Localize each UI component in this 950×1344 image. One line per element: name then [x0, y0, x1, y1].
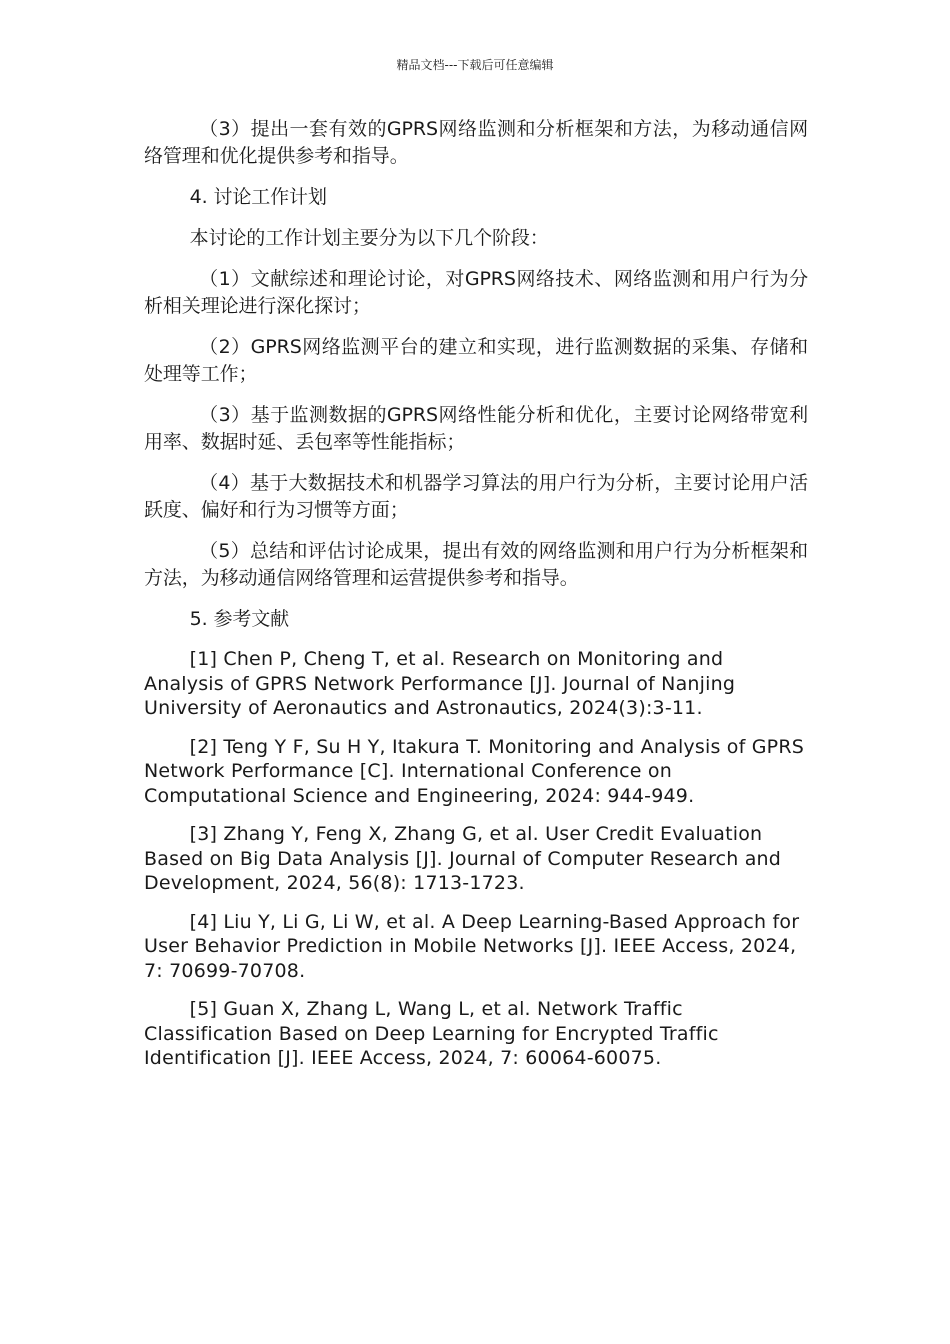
reference-item-1: [1] Chen P, Cheng T, et al. Research on Monitoring and Analysis of GPRS Network Performance [J]. Journal of Nanjing University of Aeronautics and Astronautics, 2024(3):3-11. — [144, 648, 736, 719]
objective-item-3: （3）提出一套有效的GPRS网络监测和分析框架和方法，为移动通信网络管理和优化提供参考和指导。 — [144, 118, 808, 167]
document-body — [144, 116, 808, 1085]
reference-item-4: [4] Liu Y, Li G, Li W, et al. A Deep Learning-Based Approach for User Behavior Prediction in Mobile Networks [J]. IEEE Access, 2024, 7: 70699-70708. — [144, 910, 800, 982]
reference-item-3: [3] Zhang Y, Feng X, Zhang G, et al. User Credit Evaluation Based on Big Data Analysis [J]. Journal of Computer Research and Development, 2024, 56(8): 1713-1723. — [144, 823, 782, 894]
reference-item-2: [2] Teng Y F, Su H Y, Itakura T. Monitoring and Analysis of GPRS Network Performance [C]. International Conference on Computational Science and Engineering, 2024: 944-949. — [144, 735, 804, 807]
work-plan-item-2: （2）GPRS网络监测平台的建立和实现，进行监测数据的采集、存储和处理等工作； — [144, 336, 808, 385]
section-heading-references: 5. 参考文献 — [189, 608, 290, 630]
work-plan-item-3: （3）基于监测数据的GPRS网络性能分析和优化，主要讨论网络带宽利用率、数据时延、丢包率等性能指标； — [144, 404, 808, 453]
work-plan-item-1: （1）文献综述和理论讨论，对GPRS网络技术、网络监测和用户行为分析相关理论进行深化探讨； — [144, 268, 808, 317]
section-heading-work-plan: 4. 讨论工作计划 — [189, 186, 327, 208]
work-plan-intro: 本讨论的工作计划主要分为以下几个阶段： — [189, 227, 549, 249]
page-header: 精品文档---下载后可任意编辑 — [396, 58, 554, 72]
reference-item-5: [5] Guan X, Zhang L, Wang L, et al. Network Traffic Classification Based on Deep Learning for Encrypted Traffic Identification [J]. IEEE Access, 2024, 7: 60064-60075. — [144, 998, 719, 1069]
work-plan-item-5: （5）总结和评估讨论成果，提出有效的网络监测和用户行为分析框架和方法，为移动通信网络管理和运营提供参考和指导。 — [144, 540, 808, 589]
work-plan-item-4: （4）基于大数据技术和机器学习算法的用户行为分析，主要讨论用户活跃度、偏好和行为习惯等方面； — [144, 472, 808, 521]
